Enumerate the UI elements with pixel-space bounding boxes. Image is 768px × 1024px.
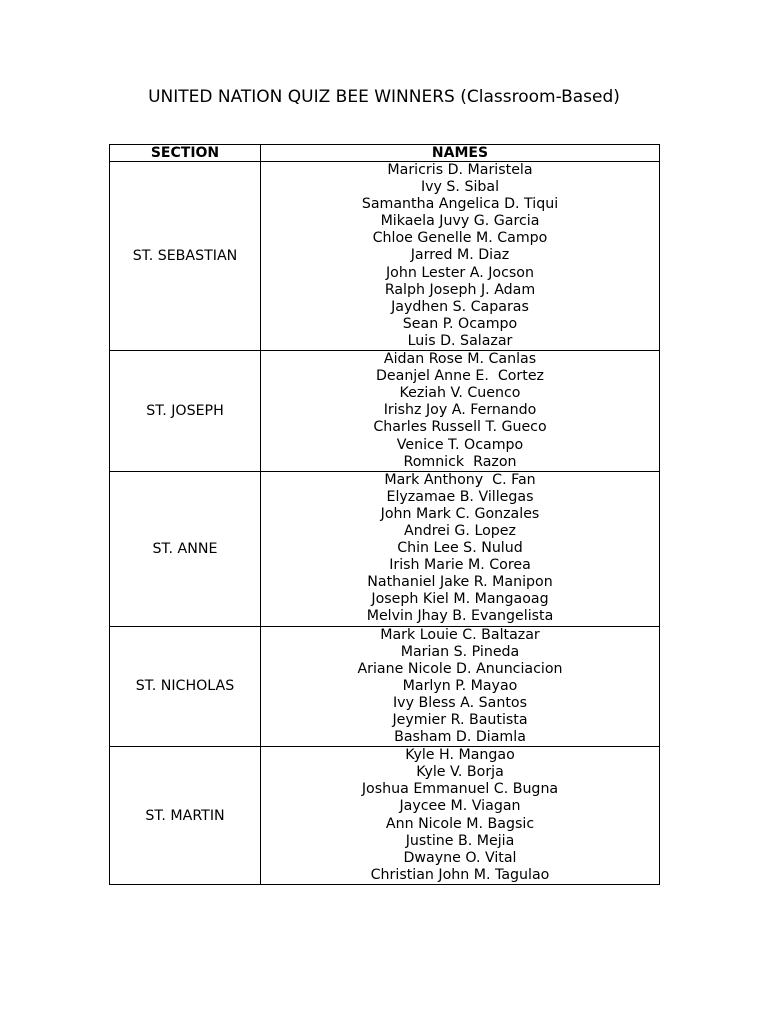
- names-column-header: NAMES: [261, 145, 660, 162]
- winner-name: Mark Louie C. Baltazar: [380, 626, 540, 643]
- table-row: [110, 626, 660, 747]
- winner-name: Jarred M. Diaz: [410, 247, 510, 264]
- winner-name: Charles Russell T. Gueco: [373, 419, 547, 436]
- winner-name: Ivy S. Sibal: [420, 179, 500, 196]
- names-list: [261, 626, 660, 747]
- section-name: ST. SEBASTIAN: [110, 162, 261, 351]
- winner-name: Kyle V. Borja: [416, 764, 504, 781]
- winner-name: Chloe Genelle M. Campo: [372, 230, 548, 247]
- winner-name: John Lester A. Jocson: [386, 264, 534, 281]
- winner-name: Aidan Rose M. Canlas: [383, 351, 537, 368]
- winner-name: Ariane Nicole D. Anunciacion: [357, 660, 563, 677]
- winner-name: Marian S. Pineda: [400, 643, 520, 660]
- section-name: ST. JOSEPH: [110, 351, 261, 472]
- winner-name: Samantha Angelica D. Tiqui: [361, 196, 559, 213]
- names-list: [261, 747, 660, 885]
- winner-name: Christian John M. Tagulao: [370, 866, 550, 883]
- winner-name: Melvin Jhay B. Evangelista: [366, 608, 554, 625]
- winner-name: Mikaela Juvy G. Garcia: [380, 213, 540, 230]
- winner-name: Jaycee M. Viagan: [399, 798, 521, 815]
- winner-name: Basham D. Diamla: [394, 729, 526, 746]
- winner-name: Irish Marie M. Corea: [389, 557, 531, 574]
- winner-name: Nathaniel Jake R. Manipon: [367, 574, 553, 591]
- winner-name: Mark Anthony C. Fan: [384, 471, 536, 488]
- winner-name: Deanjel Anne E. Cortez: [375, 368, 545, 385]
- winner-name: Jeymier R. Bautista: [392, 712, 528, 728]
- page-title: UNITED NATION QUIZ BEE WINNERS (Classroom-Based): [148, 87, 620, 107]
- table-body: [110, 162, 660, 885]
- winners-table: [109, 144, 660, 885]
- winner-name: Venice T. Ocampo: [396, 436, 524, 453]
- winner-name: Elyzamae B. Villegas: [386, 488, 534, 505]
- winner-name: Dwayne O. Vital: [403, 849, 517, 866]
- winner-name: Romnick Razon: [403, 453, 517, 470]
- winner-name: Luis D. Salazar: [407, 332, 513, 349]
- winner-name: Ann Nicole M. Bagsic: [385, 815, 535, 832]
- winner-name: Keziah V. Cuenco: [399, 385, 521, 402]
- winner-name: Joshua Emmanuel C. Bugna: [361, 781, 559, 798]
- winner-name: Marlyn P. Mayao: [402, 677, 518, 694]
- names-list: [261, 351, 660, 472]
- winner-name: John Mark C. Gonzales: [380, 505, 540, 522]
- table-row: [110, 747, 660, 885]
- table-header-row: [110, 145, 660, 162]
- winner-name: Justine B. Mejia: [405, 832, 515, 849]
- winner-name: Maricris D. Maristela: [387, 162, 533, 178]
- winner-name: Andrei G. Lopez: [404, 522, 516, 539]
- section-name: ST. MARTIN: [110, 747, 261, 885]
- winner-name: Chin Lee S. Nulud: [397, 540, 523, 557]
- table-row: [110, 351, 660, 472]
- section-name: ST. NICHOLAS: [110, 626, 261, 747]
- winner-name: Jaydhen S. Caparas: [391, 298, 529, 315]
- names-list: [261, 162, 660, 351]
- winner-name: Sean P. Ocampo: [402, 315, 518, 332]
- winner-name: Joseph Kiel M. Mangaoag: [371, 591, 549, 608]
- names-list: [261, 471, 660, 626]
- table-row: [110, 471, 660, 626]
- section-name: ST. ANNE: [110, 471, 261, 626]
- winner-name: Ralph Joseph J. Adam: [384, 281, 536, 298]
- section-column-header: SECTION: [110, 145, 261, 162]
- winner-name: Ivy Bless A. Santos: [393, 694, 527, 711]
- winner-name: Kyle H. Mangao: [405, 747, 515, 764]
- table-row: [110, 162, 660, 351]
- winner-name: Irishz Joy A. Fernando: [383, 402, 537, 419]
